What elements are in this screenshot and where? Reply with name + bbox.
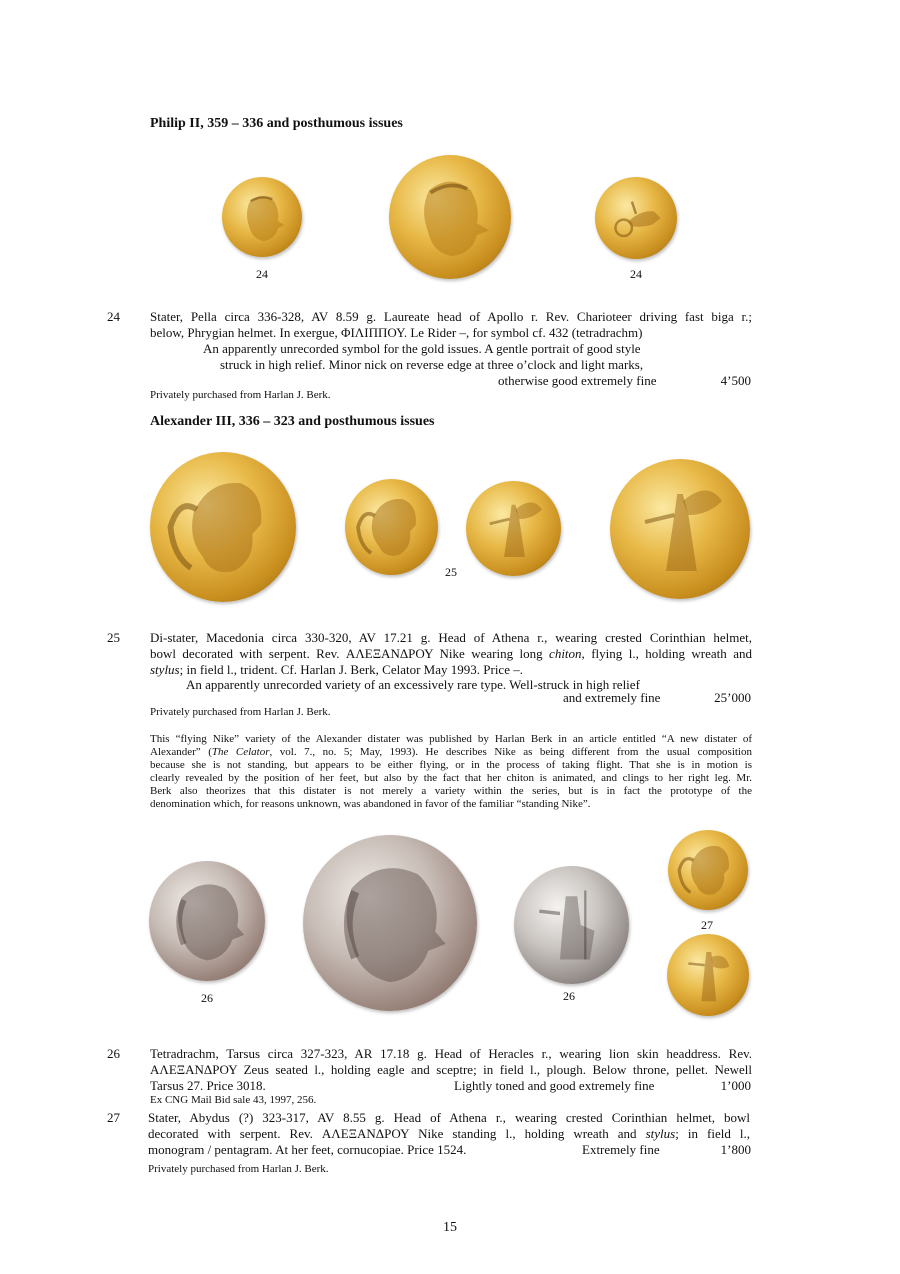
- note-line: clearly revealed by the position of her feet, but also by the fact that her chiton is animated, and clings to her right leg. Mr.: [150, 772, 752, 784]
- lot-grade: otherwise good extremely fine: [498, 373, 657, 388]
- coin-philip-obverse-small: [222, 177, 302, 257]
- lot-number: 24: [107, 309, 120, 324]
- lot-price: 1’000: [720, 1078, 751, 1093]
- note-line: denomination which, for reasons unknown, was abandoned in favor of the familiar “standing Nike”.: [150, 798, 591, 810]
- note-line: because she is not standing, but appears to be either flying, or in the process of taking flight. That she is in motion is: [150, 759, 752, 771]
- lot-number: 27: [107, 1110, 120, 1125]
- biga-chariot-icon: [595, 177, 677, 259]
- coin-caption: 24: [256, 267, 268, 281]
- lot-number: 25: [107, 630, 120, 645]
- coin-tetradrachm-obverse-large: [303, 835, 477, 1011]
- seated-zeus-icon: [514, 866, 629, 984]
- lot-provenance: Privately purchased from Harlan J. Berk.: [150, 706, 331, 718]
- lot-description: [148, 1110, 750, 1142]
- description-line: Di-stater, Macedonia circa 330-320, AV 17.21 g. Head of Athena r., wearing crested Corinthian helmet,: [150, 630, 752, 645]
- description-line: Stater, Abydus (?) 323-317, AV 8.55 g. Head of Athena r., wearing crested Corinthian helmet, bowl: [148, 1110, 750, 1125]
- lot-provenance: Privately purchased from Harlan J. Berk.: [148, 1163, 329, 1175]
- description-line: Tetradrachm, Tarsus circa 327-323, AR 17.18 g. Head of Heracles r., wearing lion skin headdress. Rev.: [150, 1046, 752, 1061]
- lot-number: 26: [107, 1046, 120, 1061]
- description-line: below, Phrygian helmet. In exergue, ΦΙΛΙΠΠΟΥ. Le Rider –, for symbol cf. 432 (tetradrachm): [150, 325, 643, 340]
- heracles-head-icon: [149, 861, 265, 981]
- description-line: ΑΛΕΞΑΝΔΡΟΥ Zeus seated l., holding eagle and sceptre; in field l., plough. Below throne, pellet. Newell: [150, 1062, 752, 1077]
- coin-caption: 24: [630, 267, 642, 281]
- coin-caption: 25: [445, 565, 457, 579]
- coin-stater-obverse: [668, 830, 748, 910]
- lot-description: [150, 1046, 752, 1078]
- section-heading-alexander: Alexander III, 336 – 323 and posthumous issues: [150, 414, 435, 429]
- lot-grade: and extremely fine: [563, 690, 661, 705]
- coin-philip-reverse: [595, 177, 677, 259]
- apollo-head-icon: [222, 177, 302, 257]
- note-line: Alexander” (The Celator, vol. 7., no. 5; May, 1993). He describes Nike as being different from the usual composition: [150, 746, 752, 758]
- lot-description: [150, 630, 752, 678]
- lot-grade: Lightly toned and good extremely fine: [454, 1078, 655, 1093]
- description-line: Tarsus 27. Price 3018.: [150, 1078, 266, 1093]
- lot-grade: Extremely fine: [582, 1142, 660, 1157]
- flying-nike-icon: [610, 459, 750, 599]
- coin-philip-obverse-large: [389, 155, 511, 279]
- description-line: stylus; in field l., trident. Cf. Harlan J. Berk, Celator May 1993. Price –.: [150, 662, 523, 677]
- note-line: Berk also theorizes that this distater is not merely a variety within the series, but is in fact the prototype of the: [150, 785, 752, 797]
- coin-caption: 26: [563, 989, 575, 1003]
- coin-stater-reverse: [667, 934, 749, 1016]
- athena-helmet-icon: [668, 830, 748, 910]
- coin-tetradrachm-reverse: [514, 866, 629, 984]
- lot-comment: An apparently unrecorded variety of an excessively rare type. Well-struck in high relief: [186, 677, 640, 692]
- lot-description: [150, 309, 752, 341]
- standing-nike-icon: [667, 934, 749, 1016]
- description-line: monogram / pentagram. At her feet, cornucopiae. Price 1524.: [148, 1142, 467, 1157]
- heracles-head-icon: [303, 835, 477, 1011]
- athena-helmet-icon: [150, 452, 296, 602]
- lot-comment: struck in high relief. Minor nick on reverse edge at three o’clock and light marks,: [220, 357, 644, 372]
- description-line: Stater, Pella circa 336-328, AV 8.59 g. Laureate head of Apollo r. Rev. Charioteer driving fast biga r.;: [150, 309, 752, 324]
- page-number: 15: [443, 1220, 457, 1235]
- description-line: bowl decorated with serpent. Rev. ΑΛΕΞΑΝΔΡΟΥ Nike wearing long chiton, flying l., holding wreath and: [150, 646, 752, 661]
- flying-nike-icon: [466, 481, 561, 576]
- lot-provenance: Ex CNG Mail Bid sale 43, 1997, 256.: [150, 1094, 317, 1106]
- athena-helmet-icon: [345, 479, 438, 575]
- lot-price: 4’500: [720, 373, 751, 388]
- lot-provenance: Privately purchased from Harlan J. Berk.: [150, 389, 331, 401]
- coin-distater-reverse-large: [610, 459, 750, 599]
- coin-distater-obverse-large: [150, 452, 296, 602]
- coin-caption: 27: [701, 918, 713, 932]
- apollo-head-icon: [389, 155, 511, 279]
- section-heading-philip: Philip II, 359 – 336 and posthumous issues: [150, 116, 403, 131]
- coin-distater-obverse-small: [345, 479, 438, 575]
- note-line: This “flying Nike” variety of the Alexander distater was published by Harlan Berk in an article entitled “A new distater of: [150, 733, 752, 745]
- lot-price: 25’000: [714, 690, 751, 705]
- lot-price: 1’800: [720, 1142, 751, 1157]
- coin-caption: 26: [201, 991, 213, 1005]
- lot-note: [150, 733, 752, 811]
- description-line: decorated with serpent. Rev. ΑΛΕΞΑΝΔΡΟΥ Nike standing l., holding wreath and stylus; in field l.,: [148, 1126, 750, 1141]
- coin-tetradrachm-obverse-small: [149, 861, 265, 981]
- coin-distater-reverse-small: [466, 481, 561, 576]
- lot-comment: An apparently unrecorded symbol for the gold issues. A gentle portrait of good style: [203, 341, 641, 356]
